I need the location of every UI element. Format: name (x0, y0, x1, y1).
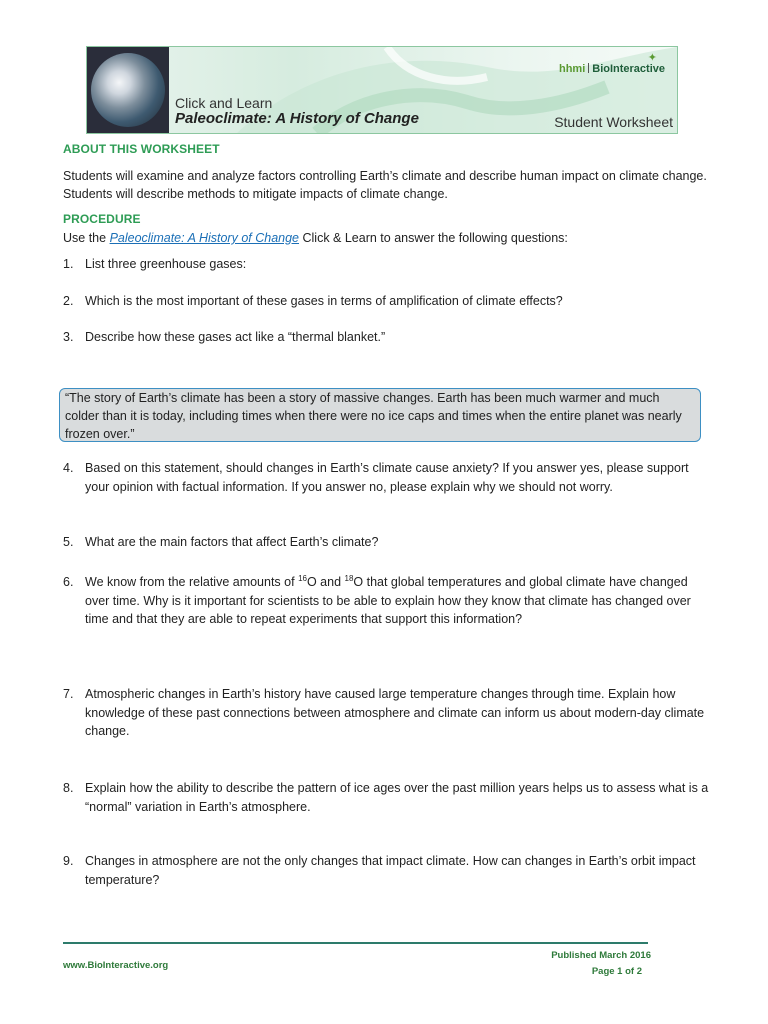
question-number: 4. (63, 461, 74, 475)
question-number: 7. (63, 687, 74, 701)
about-heading: ABOUT THIS WORKSHEET (63, 142, 220, 156)
hhmi-logo-text: hhmi (558, 63, 586, 75)
question-7 (63, 685, 713, 741)
worksheet-banner (86, 46, 678, 134)
procedure-heading: PROCEDURE (63, 212, 141, 226)
brand-name: BioInteractive (592, 63, 665, 75)
isotope-16-superscript: 16 (298, 573, 307, 583)
question-6 (63, 573, 713, 629)
question-text: What are the main factors that affect Earth’s climate? (85, 535, 379, 549)
question-text: Which is the most important of these gases in terms of amplification of climate effects? (85, 294, 563, 308)
question-text (85, 573, 713, 629)
bird-logo-icon: ✦ (647, 52, 657, 64)
question-number: 9. (63, 854, 74, 868)
banner-subtitle: Click and Learn (175, 95, 273, 111)
question-2 (63, 292, 713, 311)
question-4 (63, 459, 713, 496)
question-6-part-a: We know from the relative amounts of (85, 575, 299, 589)
question-number: 1. (63, 257, 74, 271)
question-number: 6. (63, 575, 74, 589)
question-text: List three greenhouse gases: (85, 257, 247, 271)
question-text: Atmospheric changes in Earth’s history have caused large temperature changes through time. Explain how knowledge of these past connections between atmosphere and climate can inform us about modern-day climate change. (85, 687, 705, 738)
isotope-18-superscript: 18 (344, 573, 354, 583)
procedure-intro (63, 229, 713, 247)
question-3 (63, 328, 713, 347)
about-line-1: Students will examine and analyze factors controlling Earth’s climate and describe human impact on climate change. (63, 169, 707, 183)
question-number: 8. (63, 781, 74, 795)
question-number: 2. (63, 294, 74, 308)
question-9 (63, 852, 713, 889)
footer-website-link[interactable]: www.BioInteractive.org (63, 960, 169, 971)
question-text: Explain how the ability to describe the pattern of ice ages over the past million years helps us to assess what is a “normal” variation in Earth’s atmosphere. (85, 781, 709, 814)
banner-title: Paleoclimate: A History of Change (175, 110, 419, 127)
earth-image (87, 47, 169, 133)
question-8 (63, 779, 713, 816)
question-6-part-c: O that global temperatures and global climate have changed over time. Why is it important for scientists to be able to explain how they know that climate has changed over time and that they are able to repeat experiments that support this information? (85, 575, 691, 626)
question-text: Describe how these gases act like a “thermal blanket.” (85, 330, 386, 344)
procedure-intro-after: Click & Learn to answer the following questions: (299, 231, 568, 245)
question-6-part-b: O and (306, 575, 345, 589)
quote-callout: “The story of Earth’s climate has been a story of massive changes. Earth has been much warmer and much colder than it is today, including times when there were no ice caps and times when the entire planet was nearly frozen over.” (59, 388, 701, 442)
question-number: 5. (63, 535, 74, 549)
question-text: Based on this statement, should changes in Earth’s climate cause anxiety? If you answer yes, please support your opinion with factual information. If you answer no, please explain why we should not worry. (85, 461, 689, 494)
biointeractive-logo (559, 63, 665, 75)
logo-divider (588, 63, 589, 73)
question-5 (63, 533, 713, 552)
about-line-2: Students will describe methods to mitigate impacts of climate change. (63, 187, 448, 201)
student-worksheet-label: Student Worksheet (554, 114, 673, 130)
about-text (63, 167, 713, 203)
question-number: 3. (63, 330, 74, 344)
paleoclimate-link[interactable]: Paleoclimate: A History of Change (109, 231, 300, 245)
footer-page-number: Page 1 of 2 (591, 966, 642, 977)
earth-globe-icon (91, 53, 165, 127)
footer-divider (63, 942, 648, 944)
question-text: Changes in atmosphere are not the only changes that impact climate. How can changes in Earth’s orbit impact temperature? (85, 854, 696, 887)
footer-published-date: Published March 2016 (551, 950, 651, 961)
procedure-intro-before: Use the (63, 231, 110, 245)
question-1 (63, 255, 713, 274)
